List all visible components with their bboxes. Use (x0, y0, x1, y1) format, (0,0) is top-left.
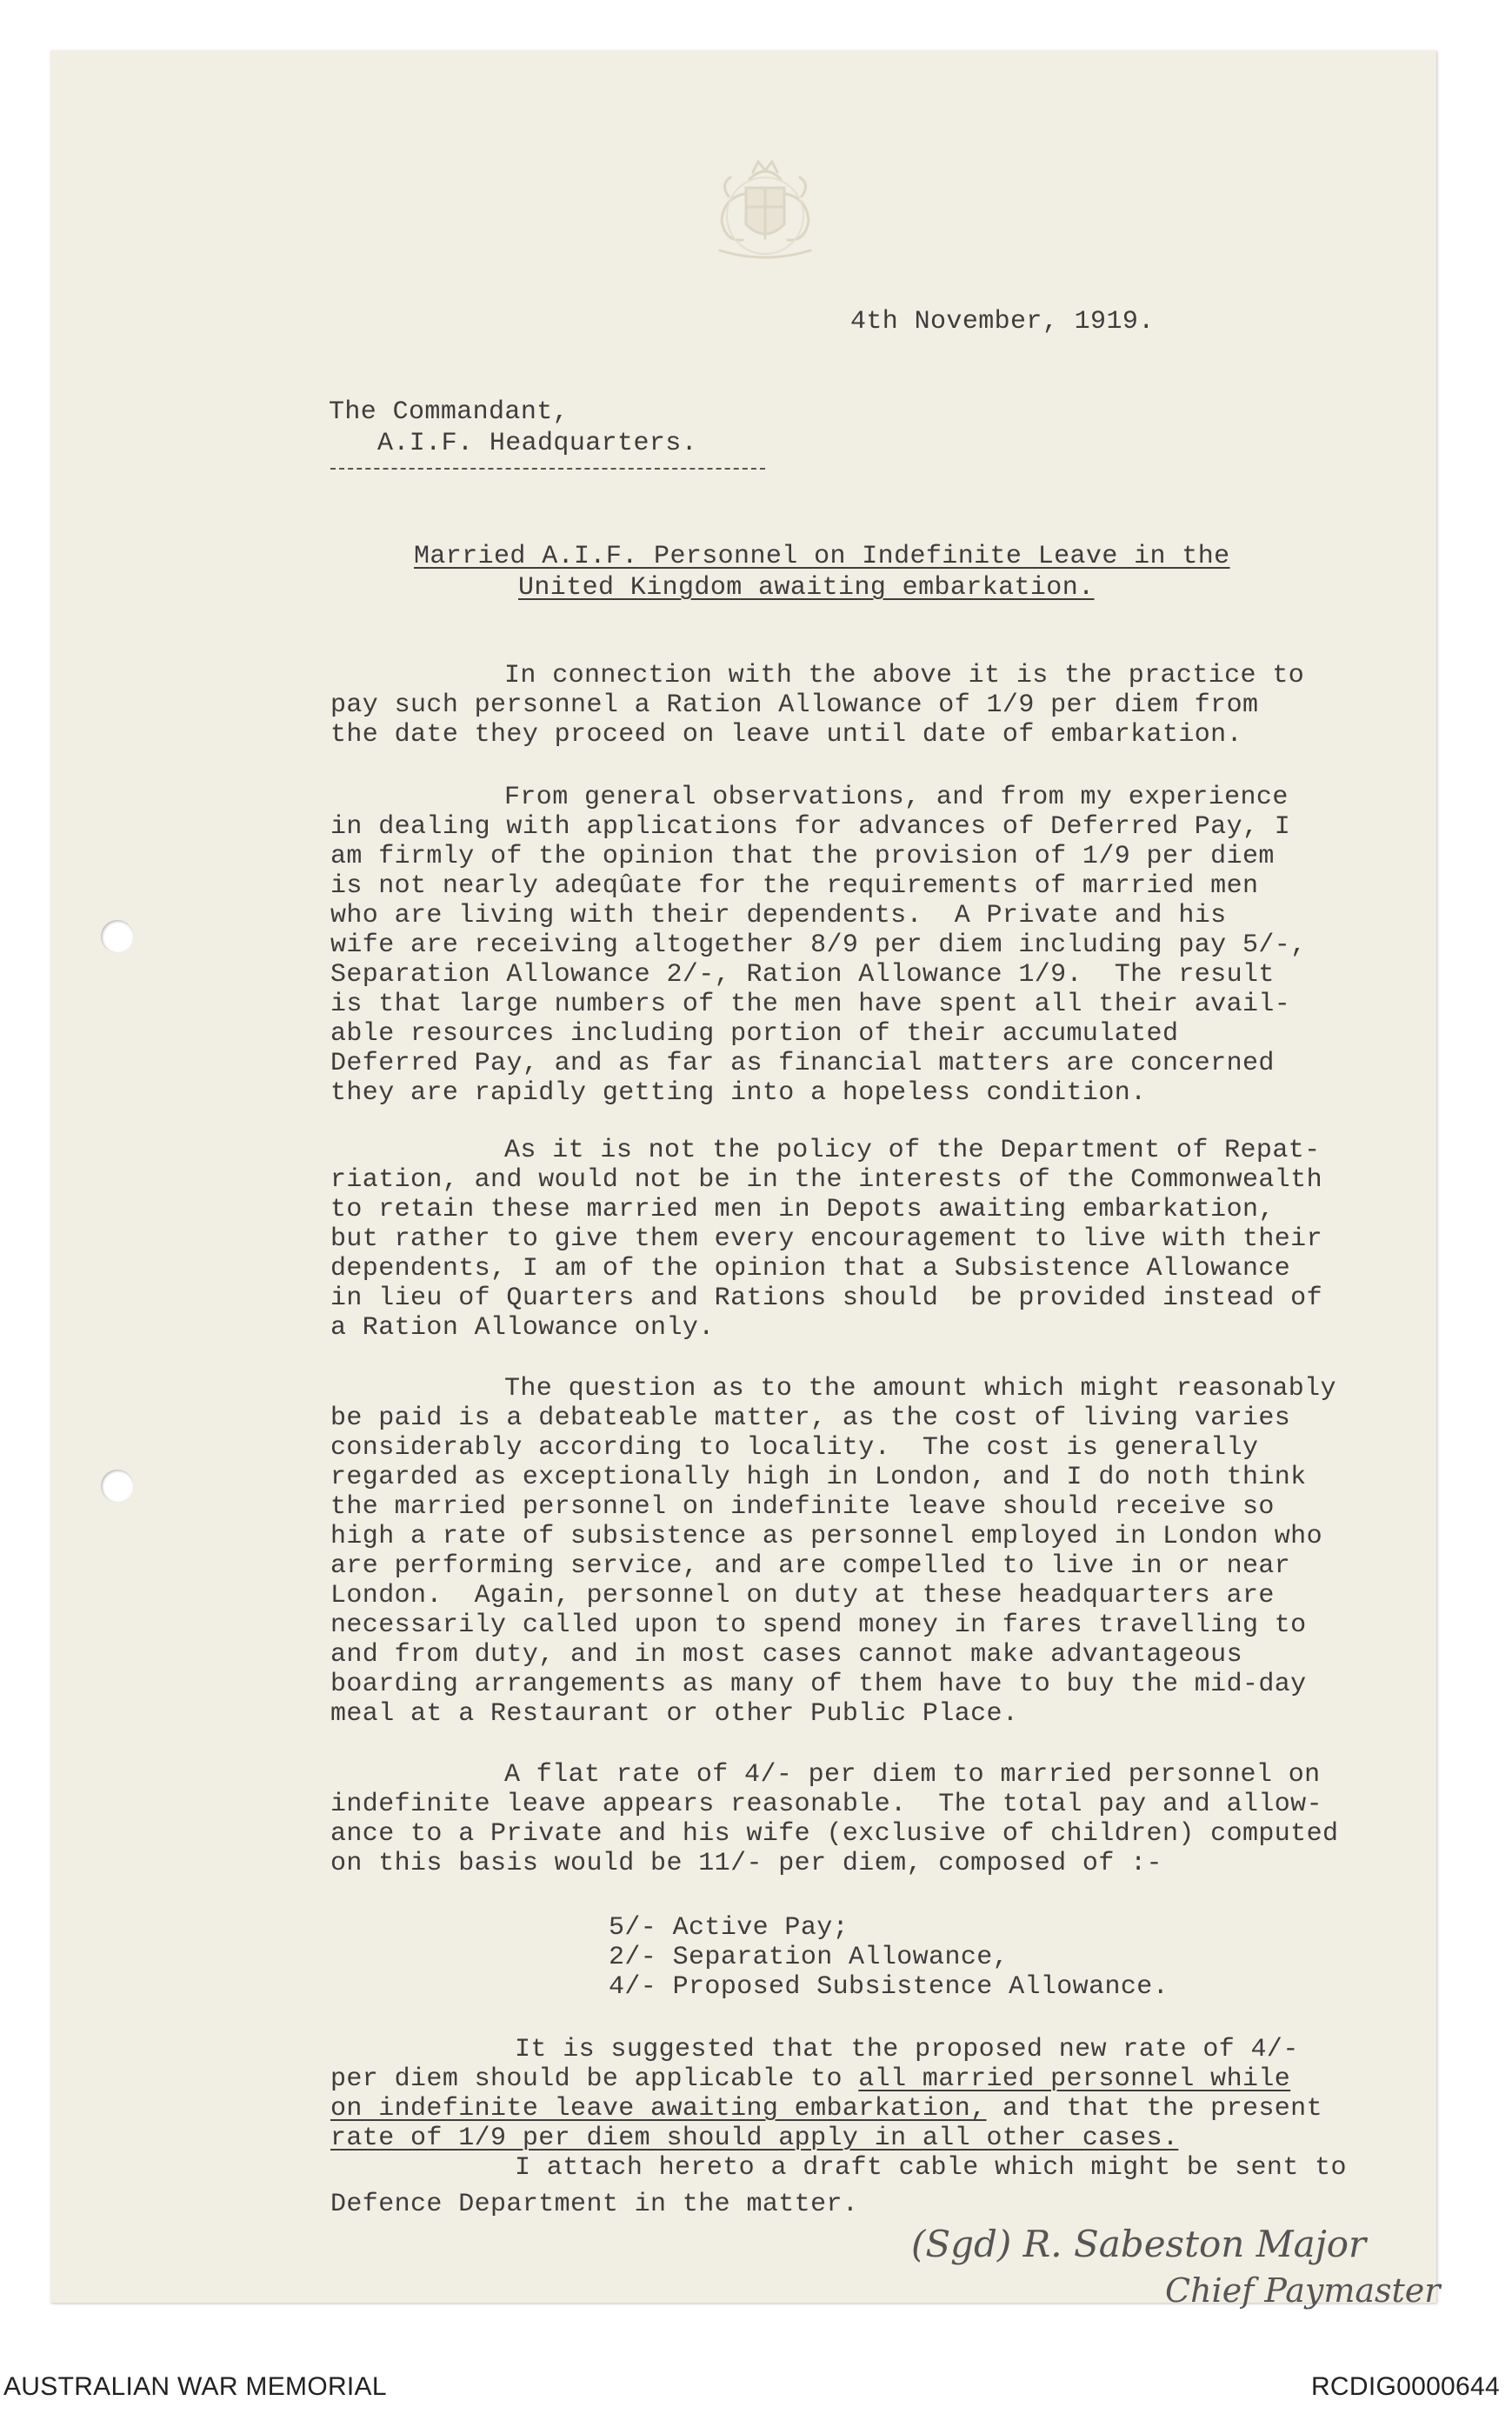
paragraph-ration-allowance (330, 661, 1304, 750)
text-line: ance to a Private and his wife (exclusive of children) computed (330, 1819, 1339, 1849)
text-line: indefinite leave appears reasonable. The total pay and allow- (330, 1790, 1322, 1819)
text-line: they are rapidly getting into a hopeless condition. (330, 1078, 1147, 1108)
subject-line-2: United Kingdom awaiting embarkation. (518, 573, 1095, 603)
text-line (330, 2064, 1347, 2094)
signature-title-handwritten: Chief Paymaster (1165, 2271, 1441, 2310)
text-line: and from duty, and in most cases cannot make advantageous (330, 1640, 1242, 1670)
text-line: is not nearly adeqûate for the requirements of married men (330, 871, 1259, 901)
underlined-phrase: on indefinite leave awaiting embarkation, (330, 2094, 987, 2124)
text-line: the married personnel on indefinite leave should receive so (330, 1492, 1275, 1522)
underlined-line: rate of 1/9 per diem should apply in all other cases. (330, 2124, 1179, 2153)
text-line: high a rate of subsistence as personnel employed in London who (330, 1522, 1322, 1551)
text-line: I attach hereto a draft cable which might be sent to (515, 2153, 1347, 2183)
text-line: From general observations, and from my experience (504, 783, 1289, 812)
addressee-title: The Commandant, (329, 397, 569, 427)
text-segment: per diem should be applicable to (330, 2064, 859, 2094)
text-line: London. Again, personnel on duty at these headquarters are (330, 1581, 1275, 1610)
text-line: boarding arrangements as many of them have to buy the mid-day (330, 1670, 1307, 1699)
text-line: who are living with their dependents. A Private and his (330, 901, 1227, 930)
letter-date: 4th November, 1919. (850, 307, 1155, 337)
list-item: 4/- Proposed Subsistence Allowance. (609, 1972, 1169, 2002)
addressee-dash-rule (330, 468, 765, 470)
text-segment: and that the present (986, 2094, 1322, 2124)
signature-handwritten: (Sgd) R. Sabeston Major (911, 2223, 1367, 2265)
footer-institution: AUSTRALIAN WAR MEMORIAL (3, 2372, 387, 2401)
embossed-coat-of-arms-icon (696, 146, 835, 277)
text-line: It is suggested that the proposed new rate of 4/- (515, 2035, 1299, 2064)
pay-composition-list (609, 1913, 1169, 2002)
underlined-phrase: all married personnel while (858, 2064, 1291, 2094)
text-line: riation, and would not be in the interests of the Commonwealth (330, 1165, 1322, 1195)
text-line: able resources including portion of their accumulated (330, 1019, 1179, 1049)
text-line: Defence Department in the matter. (330, 2190, 859, 2219)
punch-hole-lower (101, 1470, 134, 1503)
paragraph-repatriation-policy (330, 1136, 1322, 1343)
paragraph-general-observations (330, 783, 1307, 1108)
addressee-office: A.I.F. Headquarters. (377, 429, 698, 458)
text-line: in lieu of Quarters and Rations should be provided instead of (330, 1284, 1322, 1313)
text-line: regarded as exceptionally high in London, and I do noth think (330, 1463, 1307, 1492)
text-line: the date they proceed on leave until date of embarkation. (330, 720, 1242, 750)
text-line: is that large numbers of the men have spent all their avail- (330, 990, 1291, 1019)
text-line: pay such personnel a Ration Allowance of 1/9 per diem from (330, 690, 1259, 720)
text-line: A flat rate of 4/- per diem to married personnel on (504, 1760, 1321, 1790)
list-item: 5/- Active Pay; (609, 1913, 849, 1943)
text-line: considerably according to locality. The cost is generally (330, 1433, 1259, 1463)
footer-record-id: RCDIG0000644 (1310, 2372, 1500, 2401)
text-line: Separation Allowance 2/-, Ration Allowance 1/9. The result (330, 960, 1275, 990)
text-line: Deferred Pay, and as far as financial matters are concerned (330, 1049, 1275, 1078)
text-line: in dealing with applications for advances of Deferred Pay, I (330, 812, 1291, 842)
text-line: on this basis would be 11/- per diem, composed of :- (330, 1849, 1162, 1878)
text-line: necessarily called upon to spend money in fares travelling to (330, 1610, 1307, 1640)
text-line: are performing service, and are compelled to live in or near (330, 1551, 1291, 1581)
punch-hole-upper (101, 920, 134, 953)
paragraph-amount-question (330, 1374, 1336, 1729)
text-line: am firmly of the opinion that the provision of 1/9 per diem (330, 842, 1275, 871)
text-line: but rather to give them every encouragement to live with their (330, 1224, 1322, 1254)
text-line (330, 2094, 1347, 2124)
paragraph-suggestion (330, 2035, 1347, 2219)
text-line: be paid is a debateable matter, as the cost of living varies (330, 1404, 1291, 1433)
text-line: a Ration Allowance only. (330, 1313, 715, 1343)
text-line: wife are receiving altogether 8/9 per diem including pay 5/-, (330, 930, 1307, 960)
text-line: The question as to the amount which might reasonably (504, 1374, 1336, 1404)
subject-line-1: Married A.I.F. Personnel on Indefinite Leave in the (414, 542, 1230, 571)
text-line: to retain these married men in Depots awaiting embarkation, (330, 1195, 1275, 1224)
text-line: As it is not the policy of the Department of Repat- (504, 1136, 1321, 1165)
text-line: In connection with the above it is the practice to (504, 661, 1305, 690)
paragraph-flat-rate (330, 1760, 1338, 1878)
text-line: meal at a Restaurant or other Public Place. (330, 1699, 1019, 1729)
text-line: dependents, I am of the opinion that a Subsistence Allowance (330, 1254, 1291, 1284)
list-item: 2/- Separation Allowance, (609, 1943, 1009, 1972)
